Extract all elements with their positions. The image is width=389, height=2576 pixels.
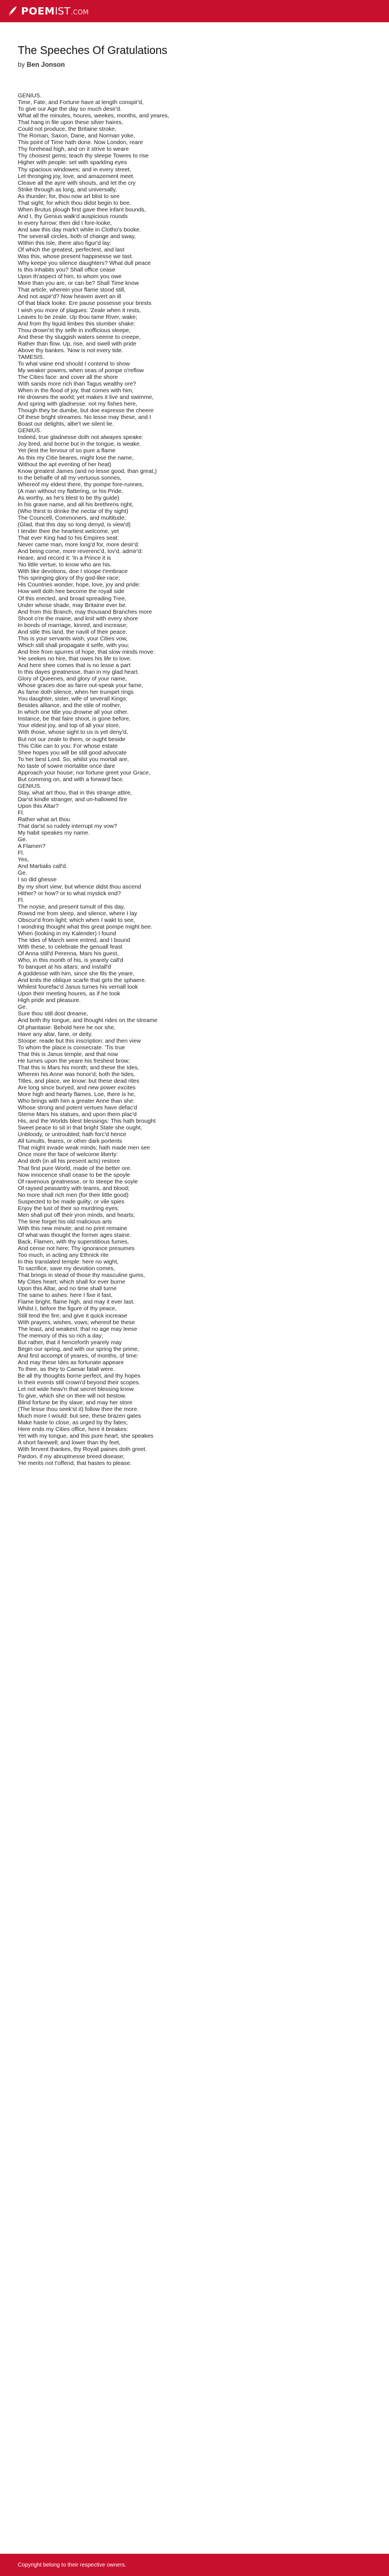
poem-line: I tender thee the heartiest welcome, yet [18,529,119,535]
poem-line: In this dayes greatnesse, than in my glad heart. [18,669,139,676]
poem-line: And stile this land, the navill of their peace. [18,629,127,635]
poem-line: Of Anna still'd Perenna, Mars his guest, [18,951,119,957]
poem-line: This point of Time hath done. Now London, reare [18,140,143,146]
poem-line: Of what was thought the former ages staine. [18,1232,131,1238]
poem-line: Glory of Queenes, and glory of your name, [18,676,127,683]
poem-line: With sands more rich than Tagus wealthy ore? [18,381,136,388]
poem-line: Time, Fate, and Fortune have at length conspir'd, [18,100,144,106]
poem-line: Now innocence shall cease to be the spoyle [18,1172,131,1178]
poem-line: Never came man, more long'd for, more desir'd: [18,542,139,549]
poem-line: The Ides of March were entred, and I bound [18,937,131,944]
poem-line: He turnes upon the yeare his freshest brow; [18,1058,130,1064]
poem-line: That article, wherein your flame stood still, [18,287,126,294]
poem-line: Whose graces doe as farre out-speak your fame, [18,683,143,689]
site-header [0,0,389,22]
poem-line: Are long since buryed, and new power excites [18,1084,136,1091]
poem-line: Rather than flow. Up, rise, and swell with pride [18,340,137,347]
poem-line: Fl. [18,810,24,817]
poem-line: Whose strong and potent vertues have defac'd [18,1105,137,1112]
poem-line: That brings in stead of those thy masculine gums, [18,1272,145,1279]
poem-line: A Flamen? [18,843,46,850]
poem-line: Obscur'd from light; which when I wakt to see, [18,917,136,924]
poem-line: Of these bright streames. No lesse may these, and I [18,414,151,421]
poem-line: Whilst I, before the figure of thy peace, [18,1306,117,1312]
poem-line: With fervent thankes, thy Royall paines doth greet. [18,1447,147,1453]
poem-line: The Cities face: and cover all the shore [18,374,118,381]
poem-line: Who, in this month of his, is yearely call'd [18,958,123,964]
poem-line: With these, to celebrate the genuall feast [18,944,123,950]
poem-line: Heare, and record it: 'In a Prince it is [18,555,111,562]
poem-line: And knits the oblique scarfe that girts the sphaere. [18,978,147,984]
poem-line: With this new minute; and no print remaine [18,1225,127,1232]
poem-line: To banquet at his altars; and install'd [18,964,111,971]
poem-line: I wish you more of plagues: 'Zeale when it rests, [18,307,141,314]
poem-line: Men shall put off their yron minds, and hearts; [18,1212,135,1218]
poem-line: 'No little vertue, to know who are his. [18,562,112,569]
poem-line: When in the flood of joy, that comes with him, [18,388,134,394]
poem-line: In his grave name, and all his brethrens right, [18,501,133,508]
poem-line: This is your servants wish, your Cities vow, [18,635,128,642]
poem-line: With prayers, wishes, vows; whereof be these [18,1319,135,1326]
poem-line: Fl. [18,850,24,857]
poem-line: Upon this Altar? [18,803,59,810]
poem-line: Stoope: reade but this inscription: and then view [18,1038,141,1044]
poem-line: Your eldest joy, and top of all your store, [18,723,121,729]
poem-line: Whilest fourefac'd Janus turnes his vernall look [18,984,138,991]
poem-line: GENIUS. [18,783,42,789]
poem-line: That hang in file upon these silver haires, [18,120,123,126]
poem-line: Approach your house; nor fortune greet your Grace, [18,769,151,776]
poem-line: Thou drown'st thy selfe in inofficious sleepe; [18,327,131,334]
poem-line: To what vaine end should I contend to show [18,361,130,367]
poem-line: But comming on, and with a forward face. [18,776,124,783]
poem-author[interactable]: Ben Jonson [27,61,65,68]
poem-line: A goddesse with him, since she fils the yeare, [18,971,134,978]
poem-line: Thy forehead high, and on it strive to weare [18,146,129,153]
poem-line: Yet (lest the fervour of so pure a flame [18,448,116,455]
poem-line: In every furrow; then did I fore-looke, [18,220,112,226]
poem-line: As thunder; for, thou now art blist to see [18,193,120,200]
quill-icon [7,5,18,17]
by-prefix: by [18,61,25,68]
poem-line: Leaves to be zeale. Up thou tame River, wake; [18,314,137,320]
brand-bold: POEM [21,5,55,17]
poem-line: Under whose shade, may Britaine ever be. [18,602,127,609]
poem-line: He drownes the world; yet makes it live and swimme, [18,394,154,401]
poem-line: Why keepe you silence daughters? What dull peace [18,260,151,267]
poem-line: Was this, whose present happinesse we tast. [18,254,133,260]
poem-line: Upon this Altar, and no time shall turne [18,1286,117,1292]
poem-line: Could not produce, the Britaine stroke, [18,126,117,133]
poem-line: Of raysed peasantry with teares, and blood; [18,1185,129,1192]
poem-line: (Glad, that this day so long denyd, is view'd) [18,522,131,528]
poem-line: Sure thou still dost dreame, [18,1011,88,1018]
poem-line: The severall circles, both of change and sway, [18,233,136,240]
poem-line: GENIUS. [18,93,42,99]
poem-line: I wondring thought what this great pompe might bee. [18,924,153,930]
poem-line: Whereof my eldest there, thy pompe fore-runnes, [18,481,144,488]
poem-line: And may these Ides as fortunate appeare [18,1359,124,1366]
poem-line: And being come, more reverenc'd, lov'd, admir'd: [18,549,143,555]
poem-line: But not our zeale to them, or ought beside [18,736,126,743]
poem-line: To give our Age the day so much desir'd. [18,106,122,113]
poem-line: When Brutus plough first gave thee infant bounds, [18,206,146,213]
poem-line: To give, which she on thee will not bestow. [18,1393,127,1400]
poem-line: His Countries wonder, hope, love, joy and pride: [18,582,141,589]
poem-line: The least, and weakest: that no age may leese [18,1326,137,1333]
poem-line: That this is Mars his month; and these the Ides, [18,1064,139,1071]
poem-line: Above thy bankes. 'Now is not every tide. [18,347,123,354]
poem-line: To whom the place is consecrate. 'Tis true [18,1044,125,1051]
site-footer [0,2554,389,2576]
poem-line: That first pure World, made of the better ore. [18,1165,132,1172]
poem-line: By my short view; but whence didst thou ascend [18,884,141,890]
poem-line: No more shall rich men (for their little good) [18,1192,129,1198]
poem-line: Wherein his Anne was honor'd; both the tides, [18,1071,136,1078]
poem-line: My habit speakes my name. [18,830,90,837]
poem-line: More high and hearty flames. Loe, there is he, [18,1091,136,1098]
poem-line: And Martialis call'd. [18,863,68,870]
poem-line: Boast our delights, albe't we silent lie. [18,421,114,428]
poem-line: (Who thirst to drinke the nectar of thy sight) [18,508,128,515]
poem-line: How well doth hee become the royall side [18,589,124,595]
poem-line: This springing glory of thy god-like race; [18,575,120,582]
poem-line: Joy bred, and borne but in the tongue, is weake. [18,441,141,448]
poem-line: The same to ashes: here I fixe it fast, [18,1292,113,1299]
poem-line: To sacrifice, save my devotion comes, [18,1266,115,1272]
poem-line: Of which the greatest, perfectest, and last [18,247,124,254]
poem-line: Much more I would: but see, these brazen gates [18,1413,141,1420]
poem-line: My Cities heart; which shall for ever burne [18,1279,126,1286]
poem-line: Still tend the fire; and give it quick increase [18,1312,127,1319]
poem-line: Suspected to be made guilty; or vile spies [18,1198,124,1205]
poem-container [18,45,371,1467]
poem-line: Yet with my tongue, and this pure heart, she speakes [18,1433,153,1440]
poem-line: That sight, for which thou didst begin to bee. [18,200,131,206]
poem-line: As worthy, as he's blest to be thy guide) [18,495,119,501]
poem-byline [18,61,371,68]
poem-line: And free from spurres of hope, that slow minds move: [18,649,155,655]
poem-line: Thy choisest gems; teach thy steepe Towres to rise [18,153,149,160]
site-logo[interactable] [7,5,88,17]
poem-line: Cleave all the ayre with shouts, and let the cry [18,180,136,186]
poem-line: This Citie can to you: For whose estate [18,743,118,749]
poem-line: And saw this day mark't white in Clotho's booke. [18,226,141,233]
poem-line: GENIUS. [18,428,42,435]
poem-line: High pride and pleasure. [18,998,81,1004]
poem-line: (A man without my flattering, or his Pride, [18,488,123,495]
poem-line: Within this Isle, there also figur'd lay: [18,240,112,247]
poem-line: Back, Flamen, with thy superstitious fumes, [18,1239,129,1246]
poem-line: Besides alliance, and the stile of mother, [18,703,121,709]
poem-line: All tumults, feares, or other dark portents [18,1138,122,1145]
poem-line: Have any altar, fane, or deity. [18,1031,93,1038]
poem-line: I so did ghesse [18,877,57,884]
poem-line: Indeed, true gladnesse doth not alwayes speake: [18,435,143,441]
poem-line: Dar'st kindle stranger, and un-hallowed fire [18,796,127,803]
poem-line: Upon their meeting houres, as if he took [18,991,121,998]
poem-line: Higher with people: set with sparkling eyes [18,160,127,166]
brand-suffix: .COM [71,8,89,16]
poem-line: To her best Lord. So, whilst you mortall are, [18,756,129,763]
poem-line: Make haste to close, as urged by thy fates; [18,1420,128,1427]
poem-line: Sterne Mars his statues, and upon them plac'd [18,1112,137,1118]
poem-line: Let thronging joy, love, and amazement meet. [18,173,135,180]
poem-line: The Councell, Commoners, and multitude; [18,515,126,521]
poem-line: Yes, [18,857,29,863]
poem-line: 'He merits not t'offend, that hastes to please. [18,1460,132,1467]
poem-line: Ge. [18,1004,27,1011]
poem-line: The Roman, Saxon, Dane, and Norman yoke, [18,133,135,140]
poem-line: Hither? or how? or to what mystick end? [18,890,121,897]
poem-line: Stay, what art thou, that in this strange attire, [18,789,132,796]
poem-line: And doth (in all his present acts) restore [18,1158,120,1165]
poem-line: (The lesse thou seek'st it) follow thee the more. [18,1407,139,1413]
poem-line: But rather, that it henceforth yearely may [18,1339,122,1346]
poem-line: You daughter, sister, wife of severall Kings: [18,696,128,703]
poem-line: And these thy sluggish waters seeme to creepe, [18,334,141,340]
poem-line: In which one title you drowne all your other. [18,709,129,716]
poem-line: And not aspir'd? Now heaven avert an ill [18,294,121,300]
poem-line: As fame doth silence, when her trumpet rings [18,689,134,696]
poem-line: TAMESIS. [18,354,44,361]
poem-line: Sweet peace to sit in that bright State she ought, [18,1125,142,1132]
poem-line: No taste of sowre mortalitie once dare [18,763,115,769]
poem-line: Rather what art thou [18,817,71,823]
poem-line: In bonds of marriage, kinred, and increase; [18,622,128,629]
poem-line: And both thy tongue, and thought rides on the streame [18,1018,158,1024]
poem-line: In the behalfe of all my vertuous sonnes, [18,475,122,481]
poem-line: What all the minutes, houres, weekes, months, and yeares, [18,113,169,120]
poem-line: That dar'st so rudely interrupt my vow? [18,823,117,830]
poem-body [18,93,371,1467]
poem-line: Shee hopes you will be still good advocate [18,749,127,756]
poem-line: Rowsd me from sleep, and silence, where I lay [18,910,137,917]
poem-line: With like devotions, doe I stoope t'embrace [18,569,128,575]
poem-line: Once more the face of welcome liberty: [18,1152,118,1158]
poem-line: Enjoy the lust of their so murdring eyes: [18,1205,119,1212]
poem-line: More than you are, or can be? Shall Time know [18,280,139,287]
poem-line: Upon th'aspect of him, to whom you owe [18,274,122,280]
brand-light: IST [54,5,71,17]
poem-line: Shoot o're the maine, and knit with every shore [18,615,138,622]
poem-line: The memory of this so rich a day; [18,1333,103,1339]
poem-title: The Speeches Of Gratulations [18,45,168,57]
poem-line: Titles, and place, we know: but these dead rites [18,1078,139,1084]
poem-line: The noyse, and present tumult of this day, [18,904,125,910]
poem-line: Of this erected, and broad spreading Tree, [18,595,127,602]
poem-line: Ge. [18,837,27,843]
poem-line: To thee, as they to Caesar fatall were. [18,1366,115,1373]
poem-line: Strike through as long, and universally, [18,186,117,193]
poem-line: In this translated temple: here no wight, [18,1259,119,1266]
poem-line: That ever King had to his Empires seat: [18,535,119,542]
poem-line: Know greatest James (and no lesse good, than great,) [18,468,157,475]
poem-line: And from thy liquid limbes this slumber shake: [18,320,136,327]
poem-line: And cense not here; Thy ignorance presumes [18,1246,135,1252]
poem-line: Fl. [18,897,24,904]
copyright-text: Copyright belong to their respective owners. [18,2562,127,2568]
poem-line: Which still shall propagate it selfe, with you; [18,642,129,649]
poem-line: With those, whose sight to us is yet deny'd, [18,729,128,736]
poem-line: When (looking in my Kalender) I found [18,930,116,937]
poem-line: Is this inhabits you? Shall office cease [18,267,116,274]
poem-line: Who brings with him a greater Anne than she: [18,1098,135,1105]
poem-line: Here ends my Cities office, here it breakes: [18,1427,128,1433]
poem-line: Thy spacious windowes; and in every street, [18,166,131,173]
poem-line: Without the apt eventing of her heat) [18,461,112,468]
poem-line: His, and the Worlds blest blessings: This hath brought [18,1118,156,1125]
poem-line: Begin our spring, and with our spring the prime, [18,1346,139,1353]
poem-line: And first accompt of yeares, of months, of time: [18,1353,139,1359]
poem-line: Too much, in acting any Ethnick rite [18,1252,109,1259]
poem-line: 'He seekes no hire, that owes his life to love. [18,655,132,662]
poem-line: My weaker powers, when seas of pompe o'reflow [18,367,144,374]
poem-line: Let not wide heav'n that secret blessing know [18,1386,134,1393]
poem-line: Of ravenous greatnesse, or to steepe the soyle [18,1178,138,1185]
poem-line: That might invade weak minds; hath made men see [18,1145,150,1152]
poem-line: Blind fortune be thy slave; and may her store [18,1400,133,1407]
poem-line: Instance, be that faire shoot, is gone before, [18,716,131,723]
poem-line: In their events still crown'd beyond their scopes. [18,1380,141,1386]
poem-line: That this is Janus temple, and that now [18,1051,118,1058]
poem-line: And here shee comes that is no lesse a part [18,662,131,669]
poem-line: A short farewell; and lower than thy feet, [18,1440,121,1447]
poem-line: Of that black looke. Ere pause possesse your brests [18,300,152,307]
poem-line: The time forget his old malicious arts [18,1218,112,1225]
poem-line: Pardon, if my abruptnesse breed disease; [18,1453,125,1460]
poem-line: Unbloody, or untroubled; hath forc'd hence [18,1132,127,1138]
poem-line: Be all thy thoughts borne perfect, and thy hopes [18,1373,141,1379]
poem-line: Though they be dumbe, but doe expresse the cheere [18,408,154,414]
poem-line: And from this Branch, may thousand Branches more [18,609,152,615]
poem-line: Of phantasie: Behold here he nor she, [18,1024,116,1031]
poem-line: Ge. [18,870,27,877]
poem-line: As this my Citie beares, might lose the name, [18,455,134,461]
poem-line: And spring with gladnesse: not my fishes here, [18,401,137,408]
poem-line: Flame bright, flame high, and may it ever last. [18,1299,135,1306]
poem-line: And I, thy Genius walk'd auspicious rounds [18,213,128,220]
